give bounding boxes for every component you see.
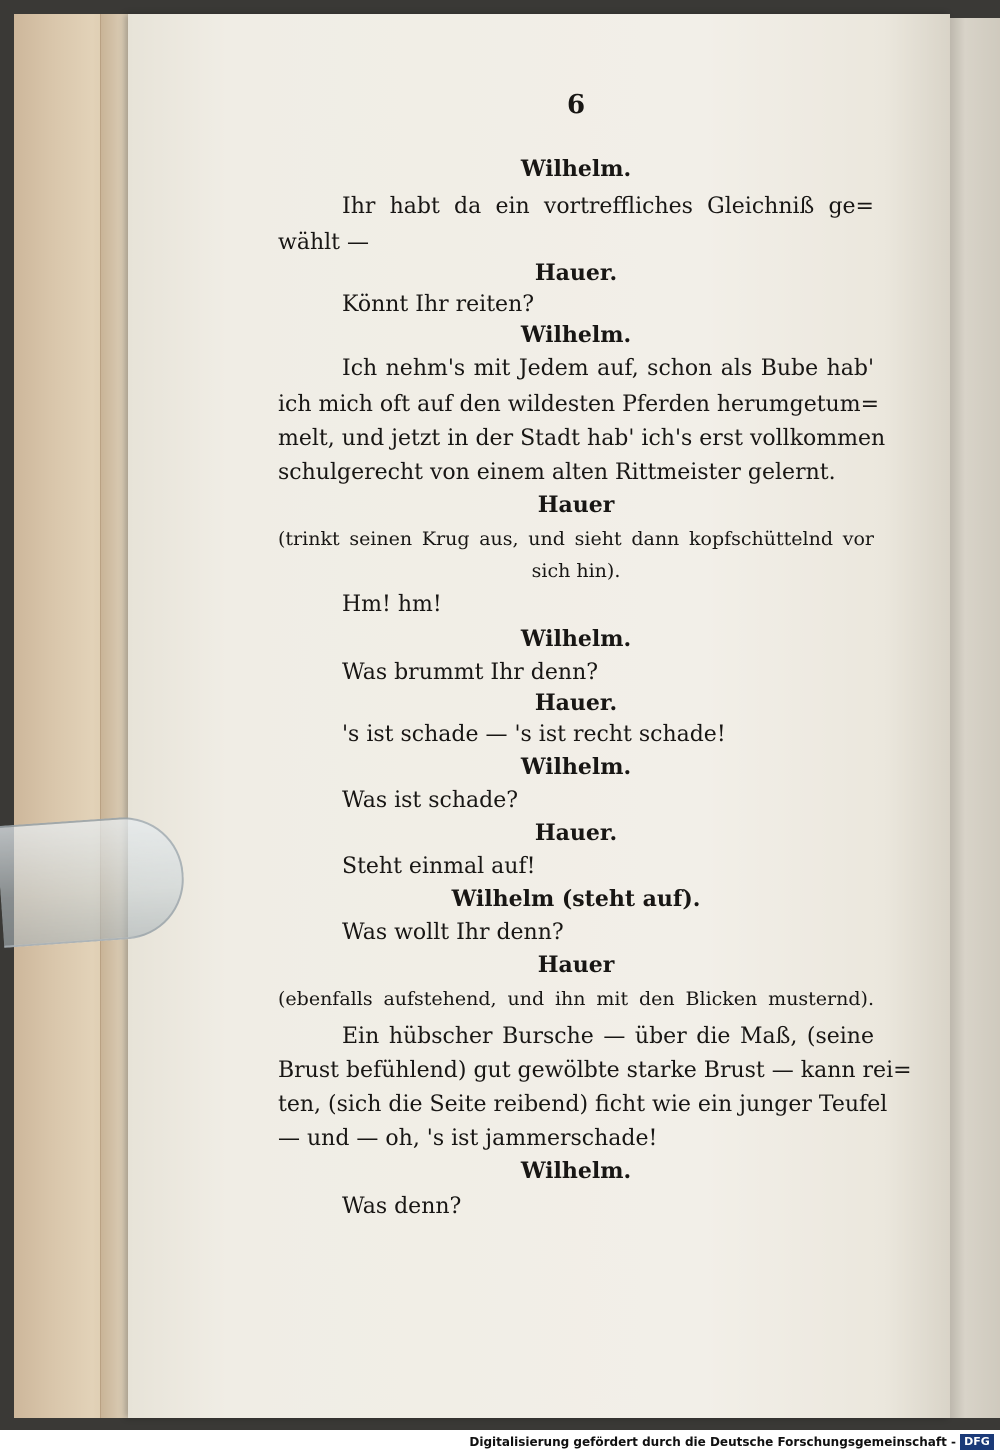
- footer-bar: [0, 1430, 1000, 1455]
- text-line: 's ist schade — 's ist recht schade!: [342, 722, 726, 747]
- speaker-name: Wilhelm (steht auf).: [451, 886, 701, 912]
- text-line: — und — oh, 's ist jammerschade!: [278, 1126, 658, 1151]
- speaker-name: Wilhelm.: [520, 156, 632, 182]
- speaker-name: Hauer: [537, 952, 615, 978]
- speaker-name: Wilhelm.: [520, 754, 632, 780]
- speaker-name: Wilhelm.: [520, 626, 632, 652]
- speaker-name: Wilhelm.: [520, 1158, 632, 1184]
- text-line: Könnt Ihr reiten?: [342, 292, 535, 317]
- text-line: Steht einmal auf!: [342, 854, 536, 879]
- text-line: Was wollt Ihr denn?: [342, 920, 564, 945]
- text-line: Brust befühlend) gut gewölbte starke Brust — kann rei=: [278, 1058, 912, 1083]
- text-line: Was brummt Ihr denn?: [342, 660, 599, 685]
- text-line: (ebenfalls aufstehend, und ihn mit den Blicken musternd).: [278, 988, 874, 1010]
- book-page: [128, 14, 950, 1418]
- text-line: Was denn?: [342, 1194, 462, 1219]
- next-page-edge: [950, 18, 1000, 1418]
- text-line: schulgerecht von einem alten Rittmeister gelernt.: [278, 460, 836, 485]
- text-line: Was ist schade?: [342, 788, 519, 813]
- text-line: sich hin).: [531, 560, 621, 582]
- text-line: wählt —: [278, 230, 369, 255]
- text-line: Hm! hm!: [342, 592, 442, 617]
- text-line: Ihr habt da ein vortreffliches Gleichniß ge=: [342, 194, 874, 219]
- page-number: 6: [566, 90, 586, 120]
- text-line: Ein hübscher Bursche — über die Maß, (seine: [342, 1024, 874, 1049]
- speaker-name: Wilhelm.: [520, 322, 632, 348]
- text-line: Ich nehm's mit Jedem auf, schon als Bube hab': [342, 356, 874, 381]
- footer-credit: Digitalisierung gefördert durch die Deutsche Forschungsgemeinschaft -: [469, 1435, 956, 1449]
- text-line: ich mich oft auf den wildesten Pferden herumgetum=: [278, 392, 880, 417]
- speaker-name: Hauer.: [534, 820, 618, 846]
- speaker-name: Hauer: [537, 492, 615, 518]
- speaker-name: Hauer.: [534, 260, 618, 286]
- text-line: (trinkt seinen Krug aus, und sieht dann kopfschüttelnd vor: [278, 528, 874, 550]
- text-line: melt, und jetzt in der Stadt hab' ich's erst vollkommen: [278, 426, 886, 451]
- text-line: ten, (sich die Seite reibend) ficht wie ein junger Teufel: [278, 1092, 888, 1117]
- speaker-name: Hauer.: [534, 690, 618, 716]
- dfg-logo: DFG: [960, 1434, 994, 1450]
